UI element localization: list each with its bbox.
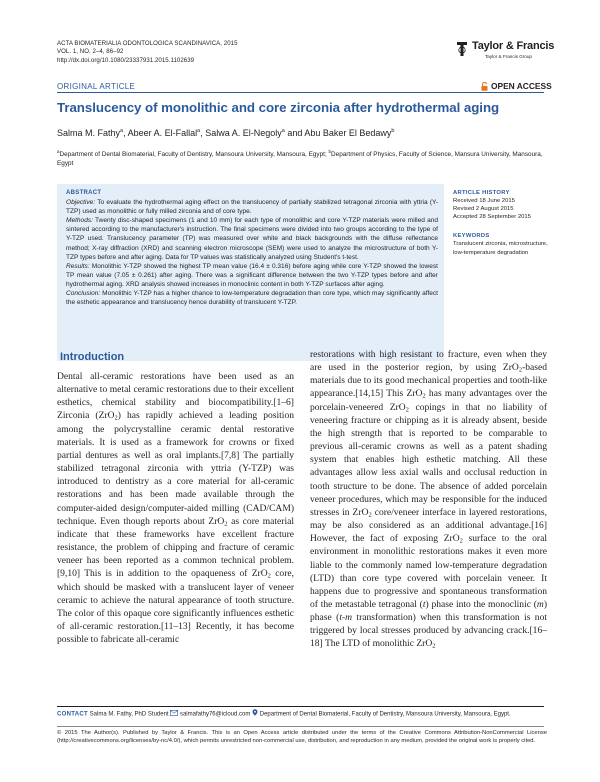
affiliation-b: Department of Physics, Faculty of Science, Mansura University, Mansoura, Egypt [57,151,543,168]
keywords-heading: KEYWORDS [453,233,490,240]
email-icon [170,710,178,716]
methods-text: Twenty disc-shaped specimens (1 and 10 mm) for each type of monolithic and core Y-TZP materials were milled and sintered according to the manufacturer's instruction. The final specimens were divided into two groups according to the type of Y-TZP used. Translucency parameter (TP) was measured over white and black backgrounds with the diffuse reflectance method; X-ray diffraction (XRD) and scanning electron microscope (SEM) were used to analyze the microstructure of both Y-TZP types before and after aging. Data for TP values was statistically analyzed using Student's t-test. [66,217,438,261]
open-access-label: OPEN ACCESS [491,81,552,91]
abstract-heading: ABSTRACT [66,190,102,196]
body-column-left [57,370,294,646]
article-history [453,189,553,221]
taylor-francis-logo-icon [455,41,469,57]
location-icon [252,709,258,716]
license-text: © 2015 The Author(s). Published by Taylor & Francis. This is an Open Access article distributed under the terms of the Creative Commons Attribution-NonCommercial License (http://creativecommons.org/licenses/by-nc/4.0/), which permits unrestricted non-commercial use, distribution, and reproduction in any medium, provided the original work is properly cited. [57,730,547,745]
methods-label: Methods: [66,217,93,225]
author-name: Abu Baker El Bedawy [304,128,392,138]
conclusion-text: Monolithic Y-TZP has a higher chance to low-temperature degradation than core type, which may significantly affect the esthetic appearance and translucency hence durability of translucent Y-TZP. [66,290,438,307]
open-access-badge [481,81,552,91]
publisher-name: Taylor & Francis [472,40,555,52]
open-lock-icon [481,82,488,91]
contact-info [57,709,547,719]
author-name: Abeer A. El-Fallal [127,128,198,138]
journal-name: ACTA BIOMATERIALIA ODONTOLOGICA SCANDINAVICA, 2015 [57,40,238,47]
header-rule [57,92,544,93]
objective-text: To evaluate the hydrothermal aging effect on the translucency of partially stabilized tetragonal zirconia with yttria (Y-TZP) used as monolithic or fully milled zirconia and of core type. [66,199,438,216]
affiliations [57,147,547,168]
author-affiliation-marker: a [120,128,124,134]
abstract [66,189,438,307]
article-title: Translucency of monolithic and core zirconia after hydrothermal aging [57,100,500,115]
license-rule [57,726,544,727]
body-column-right [310,348,547,651]
objective-label: Objective: [66,199,96,207]
results-label: Results: [66,262,90,270]
results-text: Monolithic Y-TZP showed the highest TP mean value (16.4 ± 0.316) before aging while core Y-TZP showed the lowest TP mean value (7.05 ± 0.261) after aging. There was a significant difference between the two Y-TZP types before and after hydrothermal aging. XRD analysis showed increases in monoclinic content in both Y-TZP surfaces after aging. [66,262,438,288]
history-heading: ARTICLE HISTORY [453,190,510,196]
history-received: Received 18 June 2015 [453,198,515,205]
contact-name: Salma M. Fathy, PhD Student [89,711,169,718]
author-name: Salma M. Fathy [57,128,121,138]
introduction-heading: Introduction [60,351,125,363]
article-sidebar [453,189,553,268]
author-list: Salma M. Fathy$^a$, Abeer A. El-Fallal$^a$, Salwa A. El-Negoly$^a$ and Abu Baker El Bedawy$^b$ [57,128,395,138]
article-type: ORIGINAL ARTICLE [57,82,136,91]
author-affiliation-marker: a [197,128,201,134]
contact-email[interactable]: salmafathy76@icloud.com [179,711,251,718]
publisher-logo[interactable] [455,40,555,66]
conclusion-label: Conclusion: [66,290,101,298]
keywords [453,232,553,256]
journal-header [57,40,238,65]
author-name: Salwa A. El-Negoly [205,128,282,138]
affiliation-a: Department of Dental Biomaterial, Faculty of Dentistry, Mansoura University, Mansoura, Egypt; [59,151,327,159]
doi-link[interactable]: http://dx.doi.org/10.1080/23337931.2015.1102639 [57,56,195,64]
author-affiliation-marker: b [391,128,395,134]
affiliation-b-marker: b [328,149,332,154]
intro-paragraph-1: Dental all-ceramic restorations have been used as an alternative to metal ceramic restorations due to their excellent esthetics, chemical stability and biocompatibility.[1–6] Zirconia (ZrO$_2$) has rapidly achieved a leading position among the polycrystalline ceramic dental restorative materials. It is used as a framework for crowns or fixed partial dentures as well as oral implants.[7,8] The partially stabilized tetragonal zirconia with yttria (Y-TZP) was introduced to dentistry as a core material for all-ceramic restorations and has been made available through the computer-aided design/computer-aided milling (CAD/CAM) technique. Even though reports about ZrO$_2$ as core material indicate that these frameworks have excellent fracture resistance, the problem of chipping and fracture of ceramic veneer has been reported as a common technical problem.[9,10] This is in addition to the opaqueness of ZrO$_2$ core, which should be masked with a translucent layer of veneer ceramic to achieve the natural appearance of tooth structure. The color of this opaque core significantly influences esthetic of all-ceramic restoration.[11–13] Recently, it has become possible to fabricate all-ceramic [57,371,295,646]
contact-heading: CONTACT [57,711,88,718]
history-revised: Revised 2 August 2015 [453,206,514,213]
journal-volume: VOL. 1, NO. 2–4, 86–92 [57,48,124,56]
intro-paragraph-2: restorations with high resistant to fracture, even when they are used in the posterior region, by using ZrO$_2$-based materials due to its good mechanical properties and tooth-like appearance.[14,15] This ZrO$_2$ has many advantages over the porcelain-veneered ZrO$_2$ copings in that no liability of veneering fracture or chipping as it is already absent, beside the high strength that is reported to be comparable to previous all-ceramic crowns as well as a patent shading system that enables high esthetic matching. All these advantages allow less axial walls and occlusal reduction in tooth structure to be done. The absence of added porcelain veneer procedures, which may be responsible for the induced stresses in ZrO$_2$ core/veneer interface in layered restorations, may be also considered as an additional advantage.[16] However, the fact of exposing ZrO$_2$ surface to the oral environment in monolithic restorations makes it even more liable to the commonly named low-temperature degradation (LTD) than core type covered with porcelain veneer. It happens due to progressive and spontaneous transformation of the metastable tetragonal (t) phase into the monoclinic (m) phase (t-m transformation) when this transformation is not triggered by local stresses produced by advancing crack.[16–18] The LTD of monolithic ZrO$_2$ [310,349,548,650]
affiliation-a-marker: a [57,149,60,154]
keywords-text: Translucent zirconia, microstructure, low-temperature degradation [453,241,548,256]
publisher-group: Taylor & Francis Group [485,53,532,59]
contact-address: Department of Dental Biomaterial, Faculty of Dentistry, Mansoura University, Mansoura, Egypt. [259,711,511,718]
author-affiliation-marker: a [281,128,285,134]
history-accepted: Accepted 28 September 2015 [453,214,531,221]
footer-rule [57,706,544,707]
